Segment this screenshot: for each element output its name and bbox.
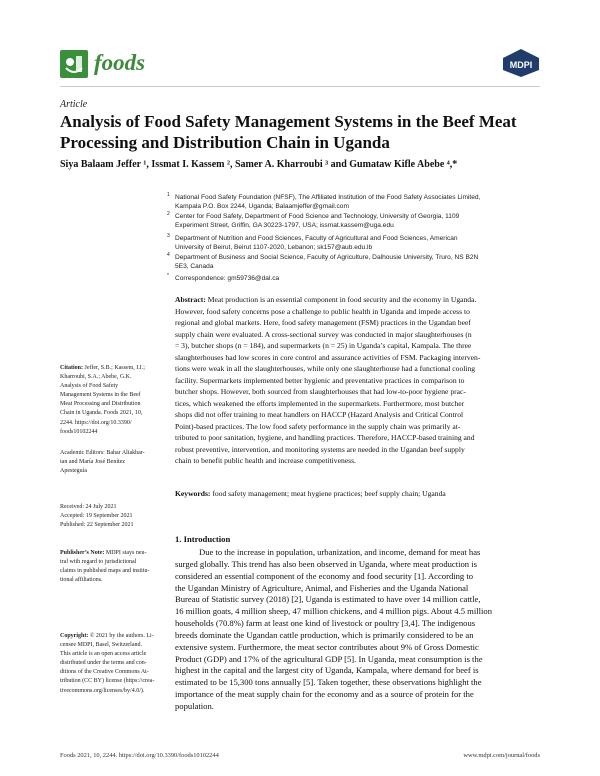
citation-line: Jeffer, S.B.; Kassem, I.I.; — [83, 365, 145, 371]
body-line: considered an essential component of the economy and food security [1]. According to — [175, 570, 474, 581]
body-line: Bureau of Statistic survey (2018) [2], Uganda is estimated to have over 14 million cattle, — [175, 594, 481, 605]
abstract-line: supply chain were evaluated. A cross-sectional survey was conducted in major slaughterhouses (n — [175, 329, 472, 339]
keywords-text: food safety management; meat hygiene practices; beef supply chain; Uganda — [210, 489, 446, 498]
author-list: Siya Balaam Jeffer ¹, Issmat I. Kassem ², Samer A. Kharroubi ³ and Gumataw Kifle Abebe ⁴,* — [60, 159, 458, 170]
affiliation-line: Department of Nutrition and Food Sciences, Faculty of Agricultural and Food Sciences, American — [175, 235, 458, 242]
academic-editors — [60, 449, 165, 476]
abstract-line: slaughterhouses had low scores in core control and assurance activities of FSM. Packaging interven- — [175, 352, 481, 362]
publisher-note-label: Publisher’s Note: — [60, 550, 105, 556]
body-line: 16 million goats, 4 million sheep, 47 million chickens, and 4 million pigs. About 4.5 million — [175, 606, 493, 617]
footer-citation: Foods 2021, 10, 2244. https://doi.org/10.3390/foods10102244 — [60, 752, 219, 759]
article-title — [60, 111, 540, 153]
journal-url-link[interactable]: www.mdpi.com/journal/foods — [463, 752, 540, 759]
affiliation-line: Kampala P.O. Box 2244, Uganda; Balaamjeffer@gmail.com — [175, 203, 349, 211]
publisher-note-line: tral with regard to jurisdictional — [60, 559, 137, 566]
copyright-line: tribution (CC BY) license (https://crea- — [60, 678, 155, 685]
abstract-line: Point)-based practices. The low food safety performance in the supply chain was primarily at- — [175, 421, 461, 431]
affiliation-3 — [167, 233, 543, 253]
affiliation-number: 4 — [167, 252, 170, 258]
copyright-block — [60, 632, 165, 696]
citation-label: Citation: — [60, 365, 83, 371]
journal-logo-icon — [60, 50, 88, 78]
affiliation-number: 3 — [167, 233, 170, 239]
publisher-note-line: tional affiliations. — [60, 577, 103, 584]
received-date: Received: 24 July 2021 — [60, 504, 117, 510]
affiliation-line: Department of Business and Social Science, Faculty of Agriculture, Dalhousie University, Truro, NS B2N — [175, 254, 479, 261]
license-link[interactable]: tivecommons.org/licenses/by/4.0/). — [60, 687, 145, 694]
citation-link[interactable]: foods10102244 — [60, 428, 98, 435]
copyright-line: This article is an open access article — [60, 651, 147, 658]
abstract-line: facility. Supermarkets implemented better hygienic and preventative practices in comparison to — [175, 375, 465, 385]
affiliation-line: 5E3, Canada — [175, 263, 214, 271]
editors-line: ian and María José Benítez — [60, 459, 125, 466]
article-type: Article — [60, 99, 88, 110]
correspondence — [167, 273, 543, 283]
header-divider — [60, 86, 540, 87]
affiliation-1 — [167, 192, 543, 212]
affiliation-2 — [167, 211, 543, 231]
abstract-line: Meat production is an essential component in food security and the economy in Uganda. — [205, 295, 477, 304]
affiliation-line: Center for Food Safety, Department of Food Science and Technology, University of Georgia, 1109 — [175, 213, 460, 220]
abstract-line: = 3), butcher shops (n = 184), and supermarkets (n = 25) in Uganda’s capital, Kampala. The three — [175, 341, 472, 350]
body-line: breeds dominate the Ugandan cattle production, which is primarily considered to be an — [175, 629, 474, 640]
abstract-line: butcher shops. However, both sourced from slaughterhouses that had low-to-poor hygiene prac- — [175, 387, 466, 396]
body-line: extensive system. Furthermore, the meat sector contributes about 9% of Gross Domestic — [175, 641, 479, 652]
body-line: population. — [175, 700, 214, 711]
body-line: highest in the capital and the largest city of Uganda, Kampala, where demand for beef is — [175, 665, 479, 676]
citation-line: Kharroubi, S.A.; Abebe, G.K. — [60, 374, 132, 381]
introduction-body — [175, 547, 541, 713]
citation-block — [60, 364, 165, 437]
affiliation-number: * — [167, 273, 169, 279]
copyright-line: censee MDPI, Basel, Switzerland. — [60, 642, 142, 649]
body-line: surged globally. This trend has also been observed in Uganda, where meat production is — [175, 558, 477, 569]
citation-line: Analysis of Food Safety — [60, 383, 119, 390]
citation-line: Management Systems in the Beef — [60, 392, 141, 399]
abstract-line: robust preventive, intervention, and monitoring systems are needed in the Ugandan beef supply — [175, 444, 465, 454]
abstract-line: chain to benefit public health and increase competitiveness. — [175, 456, 356, 465]
abstract-line: regional and global markets. Here, food safety management (FSM) practices in the Ugandan beef — [175, 318, 471, 327]
copyright-label: Copyright: — [60, 633, 89, 639]
copyright-line: © 2021 by the authors. Li- — [88, 633, 154, 639]
editors-line: Academic Editors: Bahar Aliakbar- — [60, 450, 145, 456]
body-line: the Ugandan Ministry of Agriculture, Animal, and Fisheries and the Uganda National — [175, 582, 469, 593]
citation-line: Chain in Uganda. Foods 2021, 10, — [60, 410, 143, 417]
abstract-line: tions were weak in all the slaughterhouses, while only one slaughterhouse had a functional cooling — [175, 364, 476, 373]
article-title-line: Analysis of Food Safety Management Systems in the Beef Meat — [60, 112, 517, 131]
affiliation-number: 2 — [167, 211, 170, 217]
publisher-note — [60, 549, 165, 585]
correspondence-email: Correspondence: gm59736@dal.ca — [175, 275, 280, 282]
journal-name: foods — [94, 50, 146, 75]
affiliation-4 — [167, 252, 543, 272]
body-line: households (70.8%) farm at least one kind of livestock or poultry [3,4]. The indigenous — [175, 618, 476, 629]
body-line: Product (GDP) and 17% of the agricultural GDP [5]. In Uganda, meat consumption is the — [175, 653, 483, 664]
keywords-label: Keywords: — [175, 489, 211, 498]
abstract-line: However, food safety concerns pose a challenge to public health in Uganda and impede access to — [175, 306, 470, 316]
publisher-name: MDPI — [509, 60, 533, 70]
citation-line: Meat Processing and Distribution — [60, 401, 141, 408]
keywords — [175, 488, 541, 499]
publisher-note-line: claims in published maps and institu- — [60, 568, 150, 575]
published-date: Published: 22 September 2021 — [60, 522, 134, 529]
abstract — [175, 294, 541, 467]
abstract-label: Abstract: — [175, 295, 206, 304]
copyright-line: distributed under the terms and con- — [60, 660, 147, 667]
affiliation-number: 1 — [167, 192, 170, 198]
citation-link[interactable]: 2244. https://doi.org/10.3390/ — [60, 419, 132, 426]
accepted-date: Accepted: 19 September 2021 — [60, 513, 133, 520]
copyright-line: ditions of the Creative Commons At- — [60, 669, 149, 676]
abstract-line: tices, which weakened the efforts implemented in the supermarkets. Furthermore, most butcher — [175, 398, 465, 408]
body-line: importance of the meat supply chain for the economy and as a source of protein for the — [175, 689, 474, 700]
publication-dates — [60, 503, 165, 530]
article-title-line: Processing and Distribution Chain in Uganda — [60, 133, 390, 152]
affiliation-line: Experiment Street, Griffin, GA 30223-1797, USA; issmat.kassem@uga.edu — [175, 222, 394, 230]
body-line: estimated to be 15,300 tons annually [5]. Taken together, these observations highlight the — [175, 677, 482, 688]
abstract-line: shops did not offer training to meat handlers on HACCP (Hazard Analysis and Critical Control — [175, 410, 464, 419]
editors-line: Apesteguía — [60, 468, 87, 475]
publisher-note-line: MDPI stays neu- — [104, 550, 147, 556]
affiliation-line: National Food Safety Foundation (NFSF), The Affiliated Institution of the Food Safety Associates Limited, — [175, 194, 481, 201]
section-heading: 1. Introduction — [175, 534, 231, 544]
affiliation-line: University of Beirut, Beirut 1107-2020, Lebanon; sk157@aub.edu.lb — [175, 244, 373, 252]
abstract-line: tributed to poor sanitation, hygiene, and handling practices. Therefore, HACCP-based training and — [175, 433, 475, 442]
body-line: Due to the increase in population, urbanization, and income, demand for meat has — [199, 547, 481, 557]
